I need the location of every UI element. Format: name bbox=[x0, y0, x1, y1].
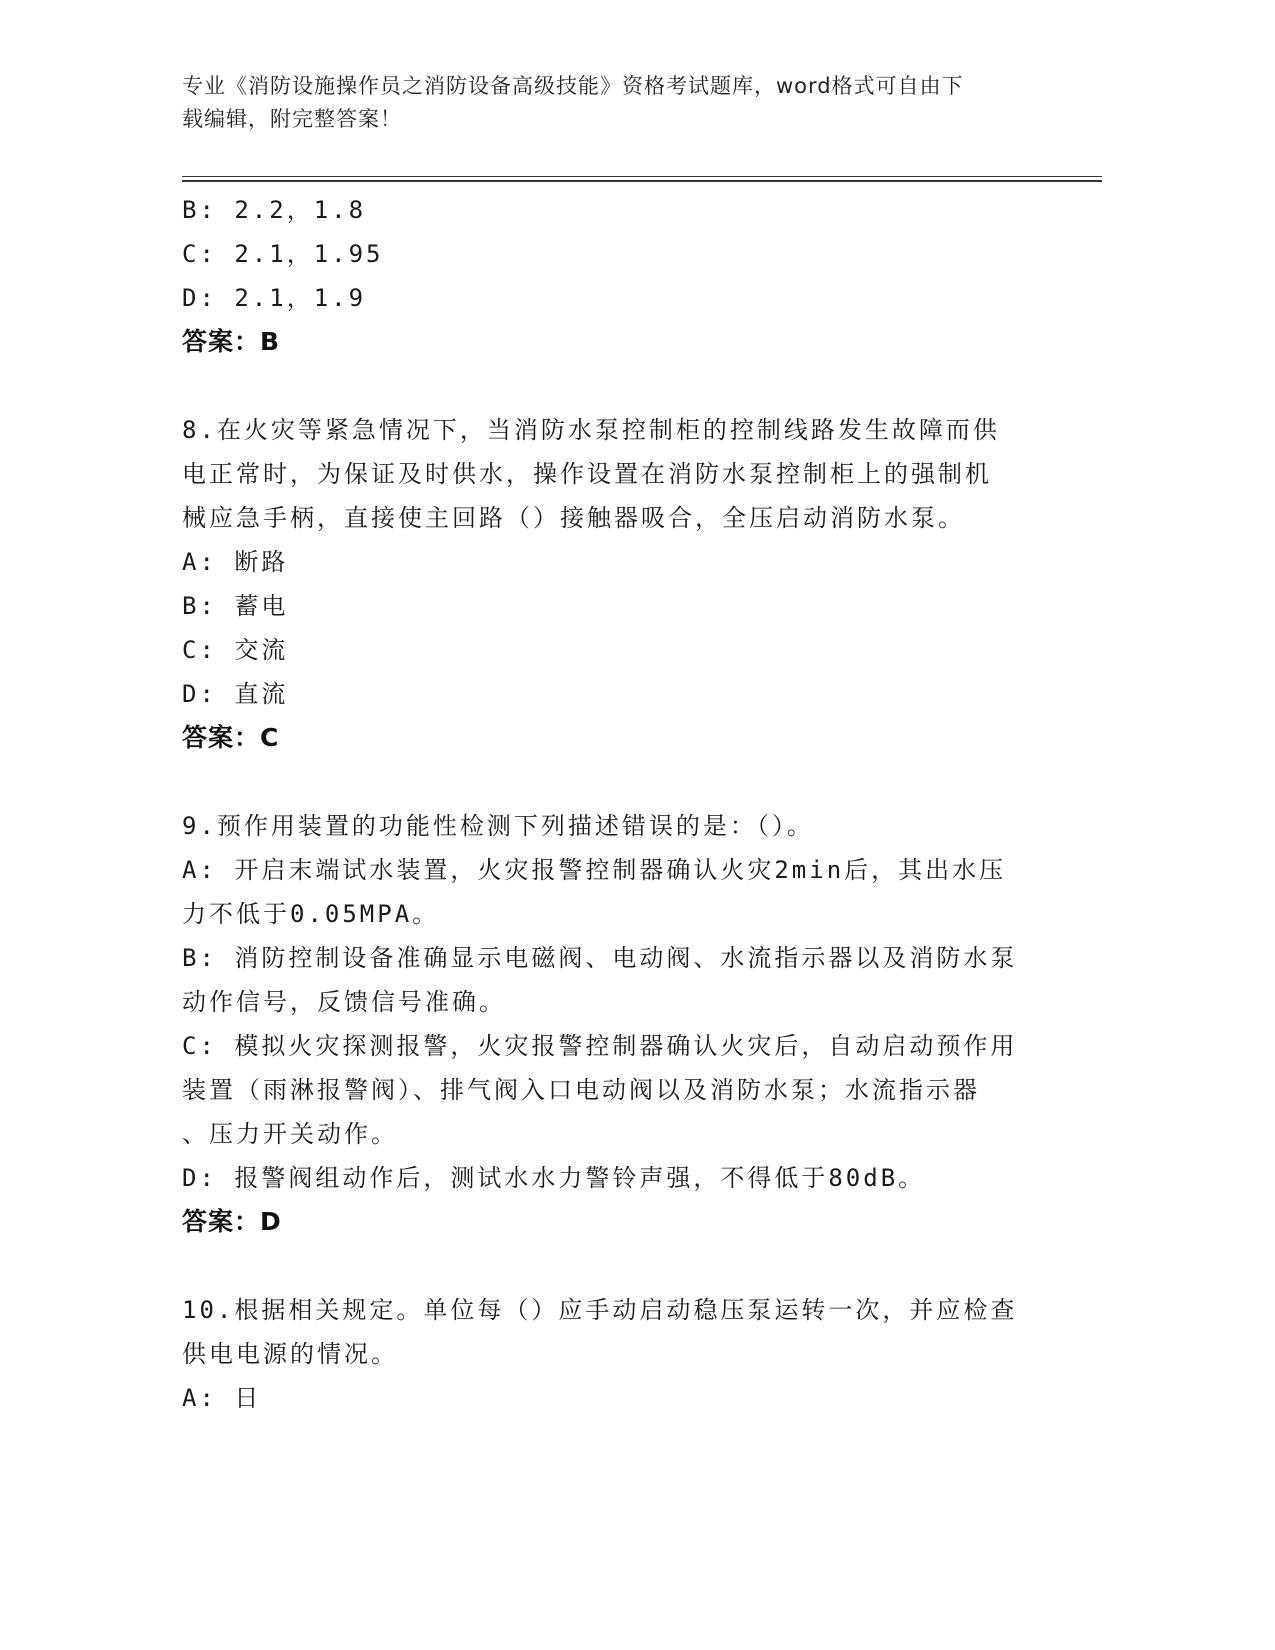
option-b: B: 蓄电 bbox=[182, 592, 289, 620]
question-stem: 9.预作用装置的功能性检测下列描述错误的是：（）。 bbox=[182, 812, 814, 840]
option-b: B: 消防控制设备准确显示电磁阀、电动阀、水流指示器以及消防水泵 bbox=[182, 944, 1018, 972]
header-divider-thin bbox=[182, 176, 1102, 177]
spacer bbox=[182, 364, 1062, 408]
spacer bbox=[182, 760, 1062, 804]
question-stem: 械应急手柄，直接使主回路（）接触器吸合，全压启动消防水泵。 bbox=[182, 504, 965, 532]
header-line-2: 载编辑，附完整答案！ bbox=[182, 107, 402, 131]
option-c-continued: 、压力开关动作。 bbox=[182, 1120, 398, 1148]
option-c: C: 模拟火灾探测报警，火灾报警控制器确认火灾后，自动启动预作用 bbox=[182, 1032, 1018, 1060]
page-header bbox=[182, 70, 1082, 136]
question-stem: 电正常时，为保证及时供水，操作设置在消防水泵控制柜上的强制机 bbox=[182, 460, 992, 488]
answer: 答案：C bbox=[182, 723, 280, 752]
answer: 答案：B bbox=[182, 327, 281, 356]
question-list bbox=[182, 188, 1062, 1420]
option-c: C: 2.1，1.95 bbox=[182, 240, 384, 268]
option-b: B: 2.2，1.8 bbox=[182, 196, 367, 224]
option-a: A: 日 bbox=[182, 1384, 262, 1412]
option-b-continued: 动作信号，反馈信号准确。 bbox=[182, 988, 506, 1016]
option-d: D: 2.1，1.9 bbox=[182, 284, 367, 312]
question-stem: 8.在火灾等紧急情况下，当消防水泵控制柜的控制线路发生故障而供 bbox=[182, 416, 1000, 444]
option-c-continued: 装置（雨淋报警阀）、排气阀入口电动阀以及消防水泵；水流指示器 bbox=[182, 1076, 980, 1104]
question-8 bbox=[182, 408, 1062, 760]
question-9 bbox=[182, 804, 1062, 1244]
question-stem: 10.根据相关规定。单位每（）应手动启动稳压泵运转一次，并应检查 bbox=[182, 1296, 1018, 1324]
question-7 bbox=[182, 188, 1062, 364]
answer: 答案：D bbox=[182, 1207, 282, 1236]
option-d: D: 报警阀组动作后，测试水水力警铃声强，不得低于80dB。 bbox=[182, 1164, 926, 1192]
header-divider-thick bbox=[182, 180, 1102, 182]
option-c: C: 交流 bbox=[182, 636, 289, 664]
option-a: A: 开启末端试水装置，火灾报警控制器确认火灾2min后，其出水压 bbox=[182, 856, 1007, 884]
option-d: D: 直流 bbox=[182, 680, 289, 708]
spacer bbox=[182, 1244, 1062, 1288]
header-line-1: 专业《消防设施操作员之消防设备高级技能》资格考试题库，word格式可自由下 bbox=[182, 74, 964, 98]
option-a-continued: 力不低于0.05MPA。 bbox=[182, 900, 440, 928]
question-10 bbox=[182, 1288, 1062, 1420]
question-stem: 供电电源的情况。 bbox=[182, 1340, 398, 1368]
option-a: A: 断路 bbox=[182, 548, 289, 576]
